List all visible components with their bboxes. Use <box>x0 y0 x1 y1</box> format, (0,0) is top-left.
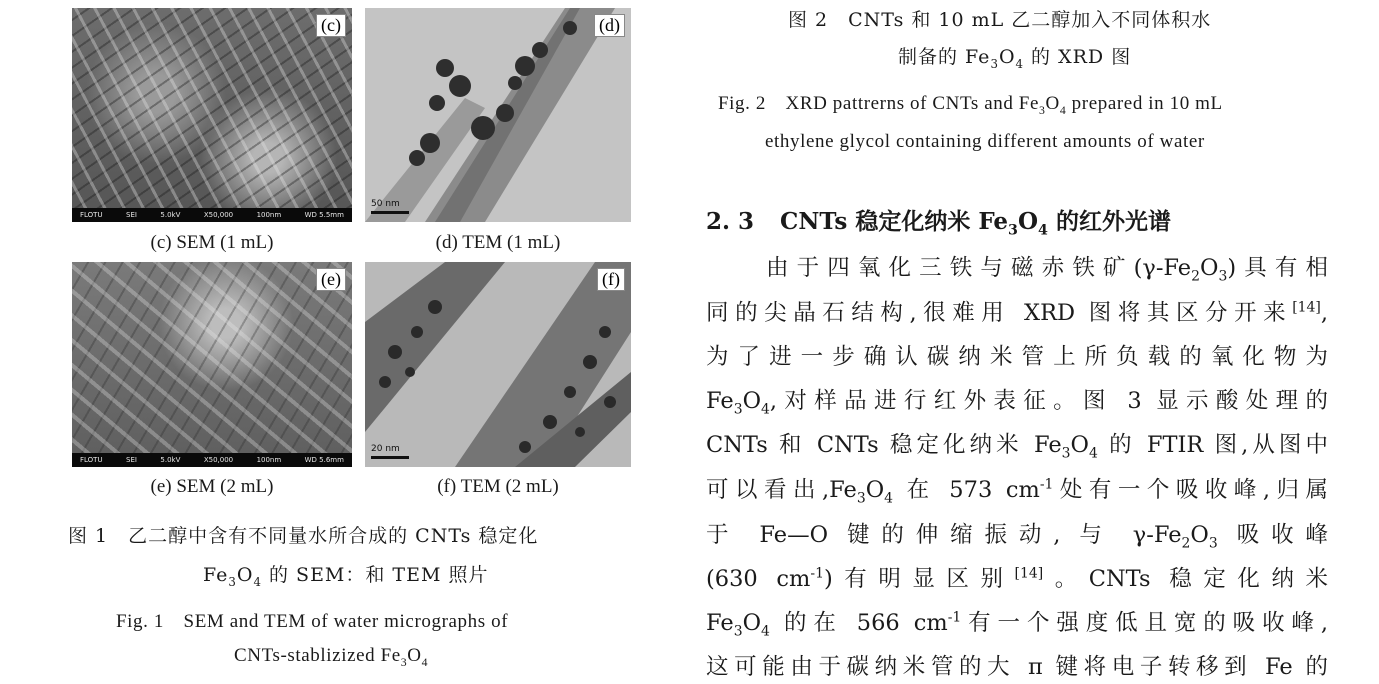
paragraph-line <box>706 339 1328 371</box>
figure1-caption-cn <box>68 521 538 548</box>
subscript: 3 <box>733 401 743 418</box>
subscript: 4 <box>421 655 429 669</box>
sem-footer-text: FLOTU <box>80 456 103 464</box>
sem-footer-text: X50,000 <box>203 211 234 219</box>
text: 同的尖晶石结构,很难用 XRD 图将其区分开来 <box>706 300 1293 326</box>
figure1-caption-en <box>116 606 508 633</box>
text: 为了进一步确认碳纳米管上所负载的氧化物为 <box>706 344 1328 370</box>
subscript: 2 <box>1181 535 1191 552</box>
paragraph-line <box>706 517 1328 552</box>
subscript: 4 <box>884 490 894 507</box>
scale-bar-line <box>371 456 409 459</box>
scale-label: 50 nm <box>371 199 400 209</box>
paragraph-line <box>706 472 1328 507</box>
figure2-caption-cn <box>788 5 1211 32</box>
caption-text: 的 XRD 图 <box>1024 46 1132 68</box>
panel-label: (d) <box>594 14 625 37</box>
subscript: 4 <box>1059 103 1067 117</box>
caption-text: 的 SEM：和 TEM 照片 <box>261 564 489 586</box>
paragraph-line <box>706 295 1328 327</box>
sem-footer-text: SEI <box>126 211 137 219</box>
subscript: 4 <box>1038 222 1048 239</box>
figure1-caption-cn-2 <box>203 560 488 589</box>
caption-text: ethylene glycol containing different amounts of water <box>765 131 1205 152</box>
sem-footer-text: 100nm <box>256 456 282 464</box>
text: 的在 566 cm <box>769 610 948 636</box>
section-heading <box>706 203 1171 239</box>
text: O <box>1200 255 1219 281</box>
caption-text: 制备的 Fe <box>898 46 991 68</box>
paragraph-line <box>766 250 1328 285</box>
subscript: 3 <box>990 56 999 71</box>
text: ,对样品进行红外表征。图 3 显示酸处理的 <box>769 388 1328 414</box>
caption-text: Fe <box>203 564 229 586</box>
caption-text: Fig. 1 SEM and TEM of water micrographs of <box>116 611 509 632</box>
subscript: 3 <box>733 623 743 640</box>
text: (630 cm <box>706 566 811 592</box>
panel-label: (f) <box>597 268 625 291</box>
caption-text: O <box>407 645 422 666</box>
subscript: 4 <box>1089 445 1098 462</box>
scale-bar-line <box>371 211 409 214</box>
section-number: 2. 3 <box>706 208 755 235</box>
text: )具有相 <box>1227 255 1329 281</box>
section-title: 的红外光谱 <box>1047 208 1171 235</box>
tem-graphic <box>365 262 631 467</box>
subscript: 3 <box>400 655 408 669</box>
paragraph-line <box>706 649 1328 681</box>
text: Fe <box>706 388 734 414</box>
section-title: O <box>1017 208 1039 235</box>
panel-caption-c: (c) SEM (1 mL) <box>150 232 274 253</box>
paragraph-line <box>706 427 1328 462</box>
text: 可以看出,Fe <box>706 477 857 503</box>
caption-text: O <box>1045 93 1060 114</box>
figure2-caption-en-2 <box>765 131 1205 153</box>
subscript: 3 <box>1039 103 1046 117</box>
text: 于 Fe—O 键的伸缩振动, 与 γ-Fe <box>706 522 1182 548</box>
subscript: 3 <box>228 574 237 589</box>
caption-text: O <box>998 46 1016 68</box>
tem-image-f <box>365 262 631 467</box>
sem-footer-text: 5.0kV <box>160 456 181 464</box>
superscript: -1 <box>947 609 962 626</box>
text: 的 FTIR 图,从图中 <box>1097 432 1329 458</box>
citation: [14] <box>1292 299 1321 316</box>
sem-footer-text: WD 5.6mm <box>304 456 344 464</box>
sem-footer-text: 100nm <box>256 211 282 219</box>
scale-bar <box>371 444 409 459</box>
sem-footer-text: WD 5.5mm <box>304 211 344 219</box>
caption-text: 图 1 乙二醇中含有不同量水所合成的 CNTs 稳定化 <box>68 525 539 547</box>
caption-text: Fig. 2 XRD pattrerns of CNTs and Fe <box>718 93 1040 114</box>
panel-caption-d: (d) TEM (1 mL) <box>435 232 561 253</box>
text: O <box>742 388 762 414</box>
text: Fe <box>706 610 734 636</box>
text: 吸收峰 <box>1217 522 1328 548</box>
text: 这可能由于碳纳米管的大 π 键将电子转移到 Fe 的 <box>706 654 1328 680</box>
paragraph-line <box>706 605 1328 640</box>
section-title: CNTs 稳定化纳米 Fe <box>780 208 1009 235</box>
subscript: 3 <box>1061 445 1071 462</box>
paragraph-line <box>706 383 1328 418</box>
sem-footer-text: SEI <box>126 456 137 464</box>
caption-text: O <box>236 564 254 586</box>
text: 由于四氧化三铁与磁赤铁矿(γ-Fe <box>766 255 1192 281</box>
text: O <box>1070 432 1089 458</box>
sem-footer-text: X50,000 <box>203 456 234 464</box>
paragraph-line <box>706 561 1328 593</box>
caption-text: prepared in 10 mL <box>1066 93 1223 114</box>
scale-label: 20 nm <box>371 444 400 454</box>
subscript: 3 <box>1208 535 1218 552</box>
sem-image-e <box>72 262 352 467</box>
text: O <box>1190 522 1209 548</box>
text: O <box>865 477 885 503</box>
panel-label: (c) <box>316 14 346 37</box>
panel-caption-e: (e) SEM (2 mL) <box>150 476 274 497</box>
sem-footer-text: 5.0kV <box>160 211 181 219</box>
sem-footer-bar <box>72 453 352 467</box>
caption-text: 图 2 CNTs 和 10 mL 乙二醇加入不同体积水 <box>788 9 1212 31</box>
subscript: 3 <box>1008 222 1018 239</box>
caption-text: CNTs-stablizized Fe <box>234 645 401 666</box>
text: 有一个强度低且宽的吸收峰, <box>961 610 1329 636</box>
panel-caption-f: (f) TEM (2 mL) <box>437 476 559 497</box>
subscript: 4 <box>253 574 262 589</box>
figure1-caption-en-2 <box>234 645 428 670</box>
figure2-caption-cn-2 <box>898 42 1131 71</box>
sem-image-c <box>72 8 352 222</box>
text: O <box>742 610 762 636</box>
text: CNTs 和 CNTs 稳定化纳米 Fe <box>706 432 1062 458</box>
subscript: 3 <box>1218 268 1228 285</box>
citation: [14] <box>1014 565 1044 582</box>
sem-footer-bar <box>72 208 352 222</box>
subscript: 4 <box>761 623 770 640</box>
text: 在 573 cm <box>893 477 1040 503</box>
subscript: 2 <box>1191 268 1200 285</box>
scale-bar <box>371 199 409 214</box>
tem-image-d <box>365 8 631 222</box>
figure2-caption-en <box>718 88 1223 118</box>
text: 处有一个吸收峰,归属 <box>1053 477 1328 503</box>
text: )有明显区别 <box>823 566 1015 592</box>
superscript: -1 <box>1039 476 1054 493</box>
subscript: 3 <box>856 490 866 507</box>
tem-graphic <box>365 8 631 222</box>
text: 。CNTs 稳定化纳米 <box>1043 566 1329 592</box>
subscript: 4 <box>1015 56 1025 71</box>
panel-label: (e) <box>316 268 346 291</box>
superscript: -1 <box>810 565 824 582</box>
text: , <box>1320 300 1328 326</box>
sem-footer-text: FLOTU <box>80 211 103 219</box>
subscript: 4 <box>761 401 770 418</box>
